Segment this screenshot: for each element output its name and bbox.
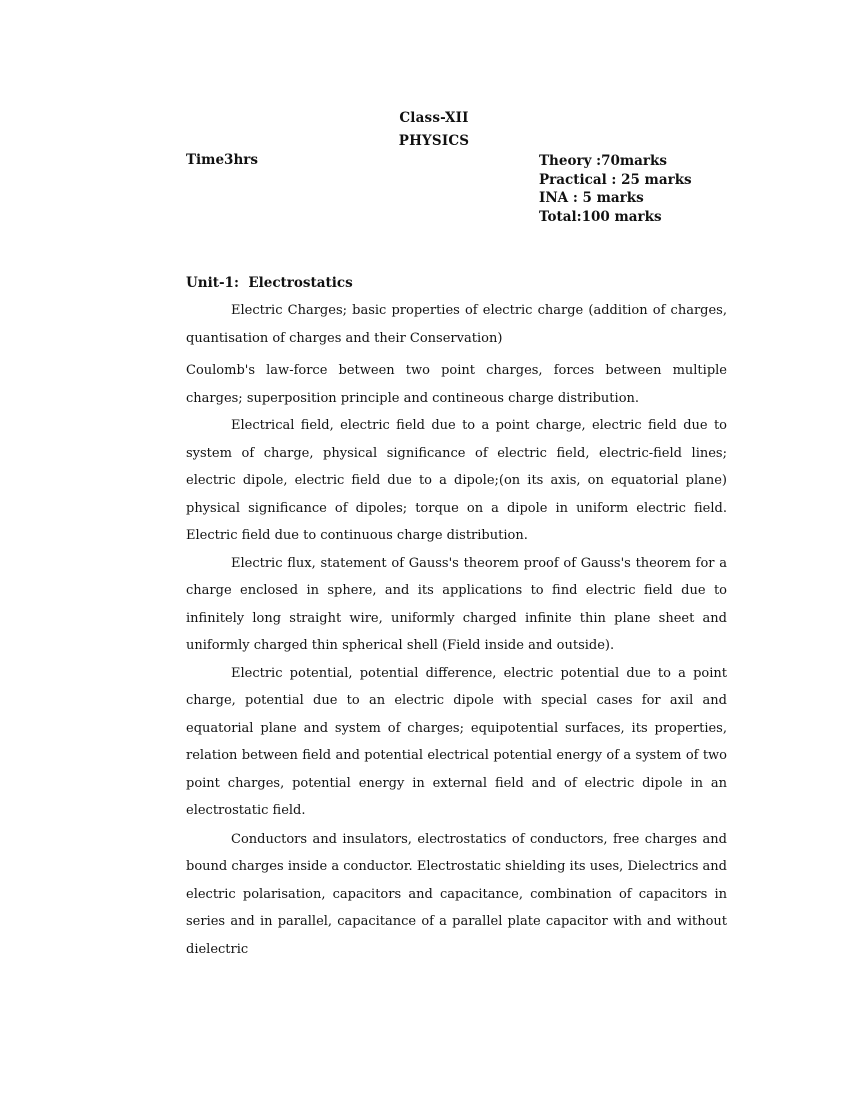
paragraph-conductors: Conductors and insulators, electrostatics of conductors, free charges and bound charges inside a conductor. Electrostatic shielding its uses, Dielectrics and electric polarisation, capacitors and capacitance, combination of capacitors in series and in parallel, capacitance of a parallel plate capacitor with and without dielectric [186,831,727,957]
ina-marks: INA : 5 marks [539,190,644,206]
paragraph-electric-field: Electrical field, electric field due to a point charge, electric field due to system of charge, physical significance of electric field, electric-field lines; electric dipole, electric field due to a dipole;(on its axis, on equatorial plane) physical significance of dipoles; torque on a dipole in uniform electric field. Electric field due to continuous charge distribution. [186,418,727,543]
unit-heading: Unit-1: Electrostatics [186,275,353,291]
practical-marks: Practical : 25 marks [539,171,692,188]
unit-content [186,297,727,963]
paragraph-electric-flux: Electric flux, statement of Gauss's theorem proof of Gauss's theorem for a charge enclosed in sphere, and its applications to find electric field due to infinitely long straight wire, uniformly charged infinite thin plane sheet and uniformly charged thin spherical shell (Field inside and outside). [186,555,727,653]
subject-title: PHYSICS [398,133,470,149]
exam-duration: Time3hrs [186,152,258,168]
paragraph-electric-potential: Electric potential, potential difference, electric potential due to a point charge, potential due to an electric dipole with special cases for axil and equatorial plane and system of charges; equipotential surfaces, its properties, relation between field and potential electrical potential energy of a system of two point charges, potential energy in external field and of electric dipole in an electrostatic field. [186,665,727,818]
paragraph-electric-charges: Electric Charges; basic properties of electric charge (addition of charges, quantisation of charges and their Conservation) [186,303,727,346]
total-marks: Total:100 marks [539,208,662,225]
theory-marks: Theory :70marks [539,153,667,169]
class-title: Class-XII [399,110,469,126]
paragraph-coulombs-law: Coulomb's law-force between two point charges, forces between multiple charges; superposition principle and contineous charge distribution. [186,363,727,406]
marks-breakdown [539,152,692,226]
